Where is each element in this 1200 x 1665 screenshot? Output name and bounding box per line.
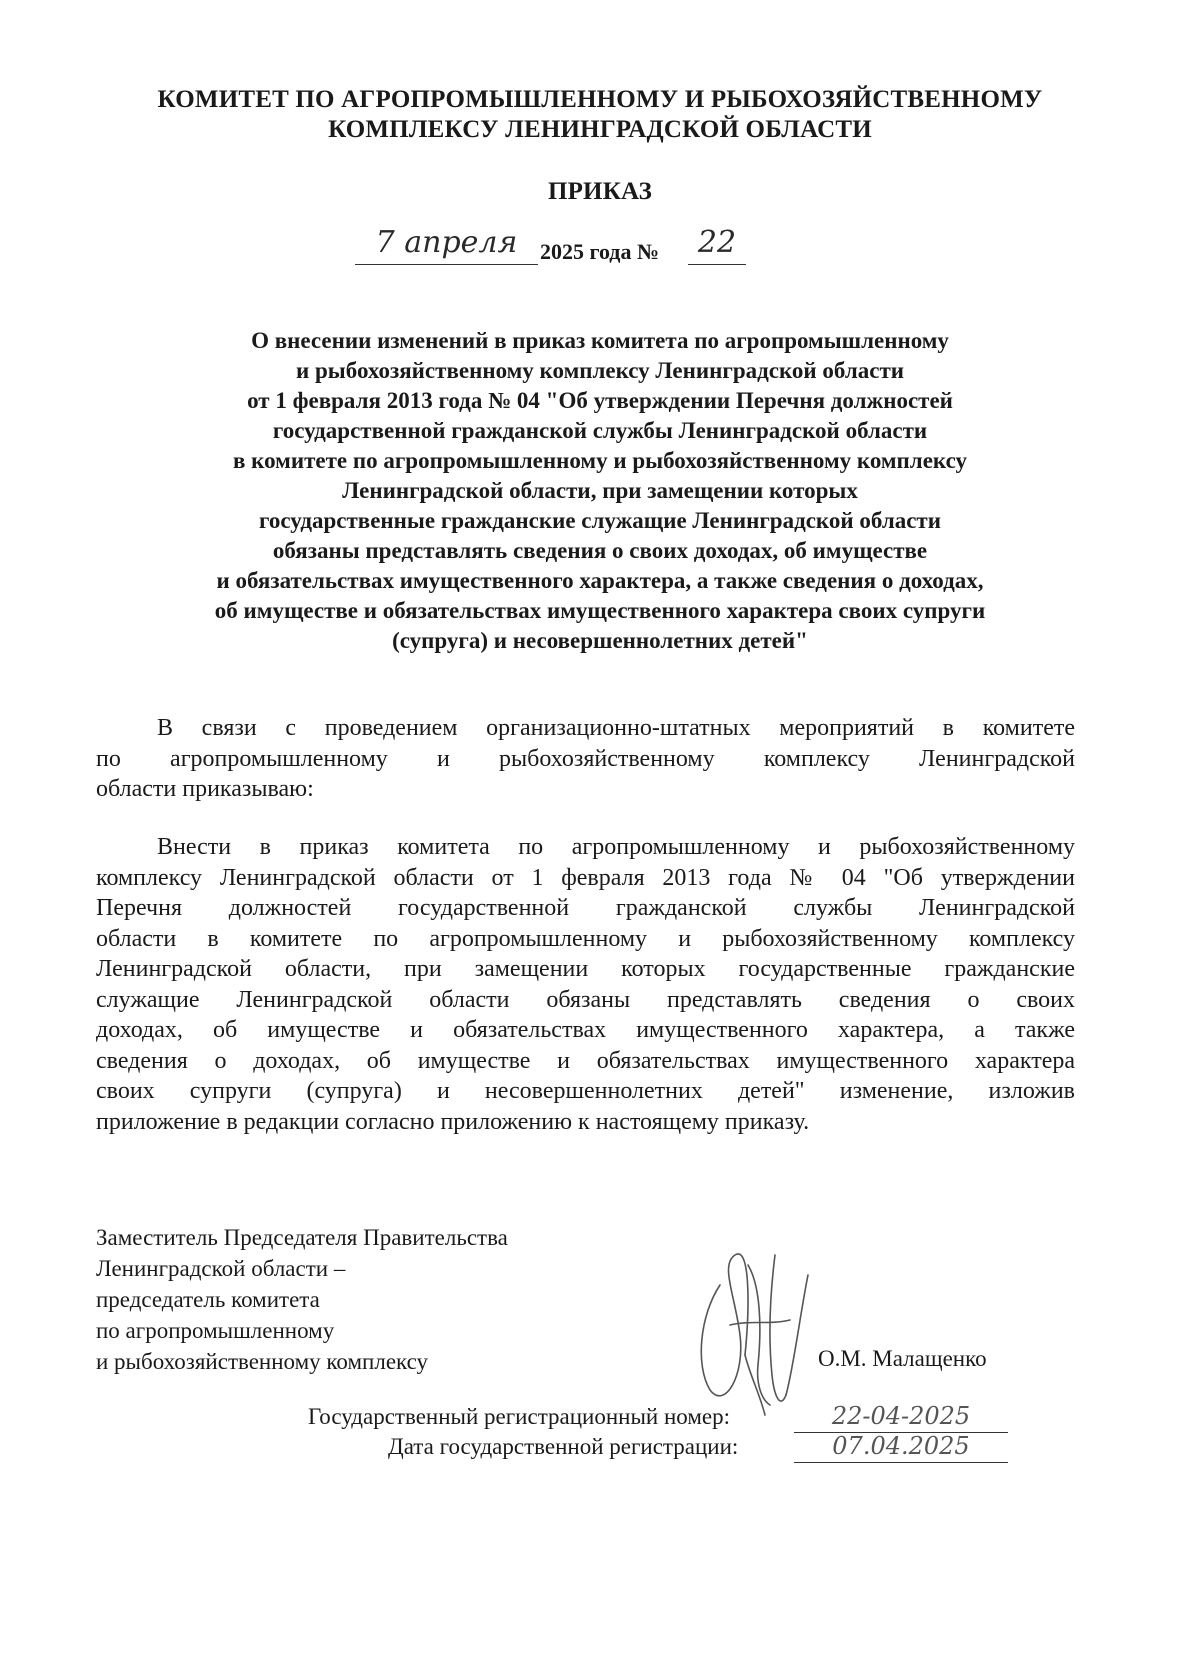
signatory-name: О.М. Малащенко xyxy=(818,1346,987,1371)
registration-number-label: Государственный регистрационный номер: xyxy=(308,1404,731,1429)
title-line: государственной гражданской службы Ленинградской области xyxy=(272,418,928,443)
date-number-line xyxy=(355,226,835,276)
registration-date-value: 07.04.2025 xyxy=(794,1432,1008,1463)
paragraph-line: области приказываю: xyxy=(96,776,314,802)
paragraph-line: служащие Ленинградской области обязаны представлять сведения о своих xyxy=(96,986,1075,1013)
registration-number-value: 22-04-2025 xyxy=(794,1402,1008,1433)
title-line: в комитете по агропромышленному и рыбохозяйственному комплексу xyxy=(232,448,968,473)
paragraph-preamble xyxy=(96,713,1075,805)
position-line: по агропромышленному xyxy=(96,1318,335,1343)
position-line: Ленинградской области – xyxy=(96,1256,346,1281)
handwritten-signature xyxy=(690,1225,830,1425)
paragraph-line: Перечня должностей государственной гражданской службы Ленинградской xyxy=(96,895,1075,921)
committee-name-line-1: КОМИТЕТ ПО АГРОПРОМЫШЛЕННОМУ И РЫБОХОЗЯЙСТВЕННОМУ xyxy=(157,86,1043,113)
committee-name-line-2: КОМПЛЕКСУ ЛЕНИНГРАДСКОЙ ОБЛАСТИ xyxy=(328,116,872,143)
paragraph-order xyxy=(96,832,1075,1137)
registration-date-label: Дата государственной регистрации: xyxy=(388,1434,739,1459)
paragraph-line: по агропромышленному и рыбохозяйственному комплексу Ленинградской xyxy=(96,745,1075,772)
paragraph-line: Ленинградской области, при замещении которых государственные гражданские xyxy=(96,956,1075,982)
paragraph-line: сведения о доходах, об имуществе и обязательствах имущественного характера xyxy=(96,1047,1075,1074)
paragraph-line: В связи с проведением организационно-штатных мероприятий в комитете xyxy=(157,715,1075,741)
doc-type: ПРИКАЗ xyxy=(547,178,653,205)
paragraph-line: комплексу Ленинградской области от 1 февраля 2013 года № 04 "Об утверждении xyxy=(96,864,1075,891)
handwritten-number: 22 xyxy=(688,226,746,265)
position-line: и рыбохозяйственному комплексу xyxy=(96,1349,429,1374)
title-line: и обязательствах имущественного характера, а также сведения о доходах, xyxy=(216,568,984,593)
paragraph-line: своих супруги (супруга) и несовершеннолетних детей" изменение, изложив xyxy=(96,1078,1075,1104)
title-line: обязаны представлять сведения о своих доходах, об имуществе xyxy=(272,538,928,563)
handwritten-date: 7 апреля xyxy=(355,226,538,265)
order-title xyxy=(0,326,1200,656)
title-line: от 1 февраля 2013 года № 04 "Об утверждении Перечня должностей xyxy=(247,388,953,413)
title-line: Ленинградской области, при замещении которых xyxy=(342,478,858,503)
paragraph-line: области в комитете по агропромышленному и рыбохозяйственному комплексу xyxy=(96,925,1075,952)
position-line: Заместитель Председателя Правительства xyxy=(96,1225,508,1250)
year-number-text: 2025 года № xyxy=(540,239,660,264)
title-line: (супруга) и несовершеннолетних детей" xyxy=(392,628,808,653)
title-line: и рыбохозяйственному комплексу Ленинградской области xyxy=(296,358,904,383)
paragraph-line: приложение в редакции согласно приложению к настоящему приказу. xyxy=(96,1108,810,1135)
position-line: председатель комитета xyxy=(96,1287,320,1312)
registration-date-row xyxy=(300,1432,1000,1472)
paragraph-line: доходах, об имуществе и обязательствах имущественного характера, а также xyxy=(96,1017,1075,1043)
paragraph-line: Внести в приказ комитета по агропромышленному и рыбохозяйственному xyxy=(157,834,1075,860)
title-line: об имуществе и обязательствах имущественного характера своих супруги xyxy=(214,598,986,623)
title-line: государственные гражданские служащие Ленинградской области xyxy=(259,508,941,533)
title-line: О внесении изменений в приказ комитета по агропромышленному xyxy=(251,328,949,353)
signatory-position xyxy=(96,1222,508,1377)
